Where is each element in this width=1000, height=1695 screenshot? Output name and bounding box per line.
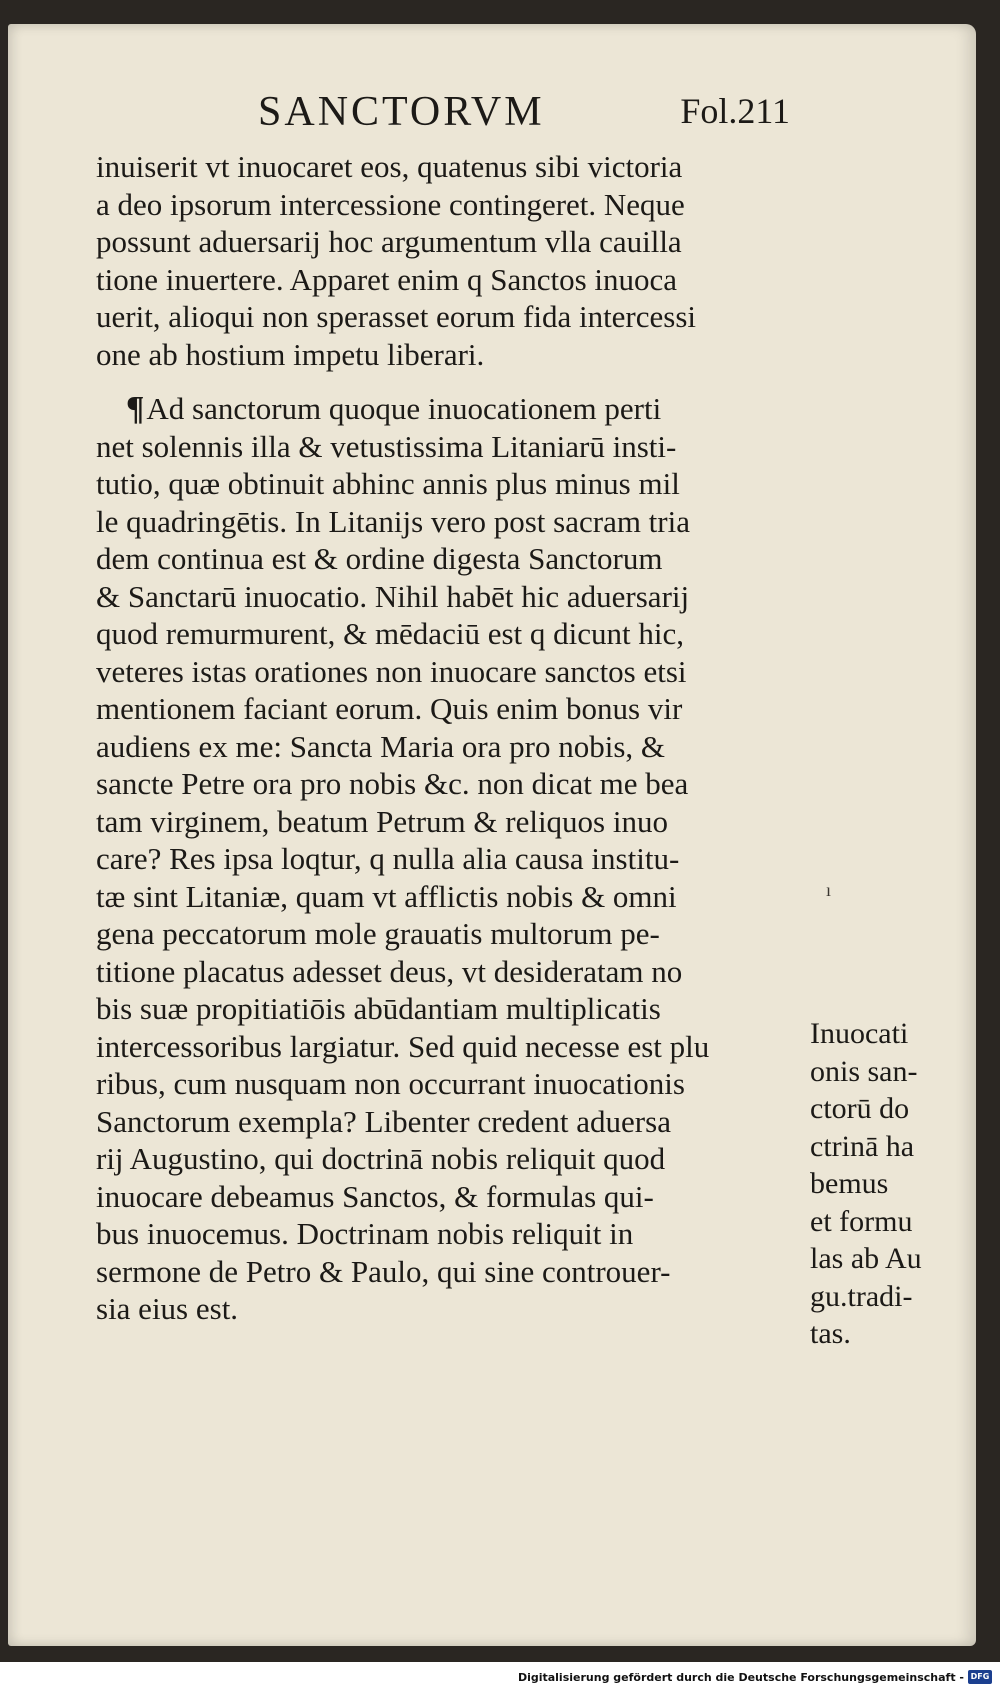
marginal-line: bemus: [810, 1167, 889, 1200]
text-line: inuocare debeamus Sanctos, & formulas qui-: [96, 1178, 654, 1214]
text-line: veteres istas orationes non inuocare sanctos etsi: [96, 653, 687, 689]
text-line: tæ sint Litaniæ, quam vt afflictis nobis & omni: [96, 878, 677, 914]
main-text-block: [96, 148, 796, 1328]
text-line: bus inuocemus. Doctrinam nobis reliquit in: [96, 1216, 634, 1251]
text-line: mentionem faciant eorum. Quis enim bonus vir: [96, 691, 683, 726]
text-line: dem continua est & ordine digesta Sanctorum: [96, 541, 663, 576]
marginal-line: Inuocati: [810, 1017, 909, 1050]
text-line: rij Augustino, qui doctrinā nobis reliquit quod: [96, 1141, 666, 1176]
text-line: tam virginem, beatum Petrum & reliquos inuo: [96, 803, 668, 839]
marginal-line: tas.: [810, 1317, 851, 1350]
text-line: tione inuertere. Apparet enim q Sanctos inuoca: [96, 261, 678, 297]
marginal-line: las ab Au: [810, 1242, 922, 1275]
running-head: [258, 88, 798, 138]
text-line: le quadringētis. In Litanijs vero post sacram tria: [96, 503, 690, 539]
text-line: intercessoribus largiatur. Sed quid necesse est plu: [96, 1028, 710, 1064]
marginal-line: ctrinā ha: [810, 1129, 915, 1163]
margin-mark: ı: [826, 880, 832, 900]
text-line: titione placatus adesset deus, vt desideratam no: [96, 953, 683, 989]
text-line: one ab hostium impetu liberari.: [96, 336, 485, 372]
pilcrow-mark: ¶: [126, 390, 145, 427]
marginal-line: et formu: [810, 1204, 913, 1238]
text-line: & Sanctarū inuocatio. Nihil habēt hic aduersarij: [96, 578, 690, 614]
text-line: possunt aduersarij hoc argumentum vlla cauilla: [96, 224, 682, 259]
marginal-line: onis san-: [810, 1054, 918, 1088]
text-line: inuiserit vt inuocaret eos, quatenus sibi victoria: [96, 149, 683, 184]
marginal-line: gu.tradi-: [810, 1279, 913, 1313]
text-line: a deo ipsorum intercessione contingeret. Neque: [96, 186, 685, 222]
text-line-content: Ad sanctorum quoque inuocationem perti: [146, 391, 662, 426]
text-line: tutio, quæ obtinuit abhinc annis plus minus mil: [96, 466, 680, 501]
footer-bar: [0, 1662, 1000, 1695]
text-line: sancte Petre ora pro nobis &c. non dicat me bea: [96, 766, 689, 801]
marginal-note: [810, 1015, 960, 1353]
text-line: [96, 390, 796, 428]
text-line: Sanctorum exempla? Libenter credent aduersa: [96, 1103, 671, 1139]
running-head-title: SANCTORVM: [258, 89, 545, 135]
text-line: audiens ex me: Sancta Maria ora pro nobis, &: [96, 728, 666, 764]
funding-credit: Digitalisierung gefördert durch die Deutsche Forschungsgemeinschaft -: [517, 1671, 964, 1684]
text-line: care? Res ipsa loqtur, q nulla alia causa institu-: [96, 841, 680, 876]
dfg-logo: DFG: [968, 1670, 992, 1684]
folio-number: Fol.211: [680, 91, 790, 131]
paragraph-2: [96, 390, 796, 1328]
marginal-line: ctorū do: [810, 1092, 910, 1125]
text-line: ribus, cum nusquam non occurrant inuocationis: [96, 1066, 685, 1101]
text-line: net solennis illa & vetustissima Litaniarū insti-: [96, 428, 677, 464]
text-line: quod remurmurent, & mēdaciū est q dicunt hic,: [96, 616, 684, 651]
text-line: uerit, alioqui non sperasset eorum fida intercessi: [96, 299, 697, 334]
text-line: gena peccatorum mole grauatis multorum pe-: [96, 916, 660, 951]
paragraph-1: [96, 148, 796, 373]
text-line: sia eius est.: [96, 1291, 239, 1326]
text-line: bis suæ propitiatiōis abūdantiam multiplicatis: [96, 991, 661, 1026]
text-line: sermone de Petro & Paulo, qui sine controuer-: [96, 1253, 671, 1289]
